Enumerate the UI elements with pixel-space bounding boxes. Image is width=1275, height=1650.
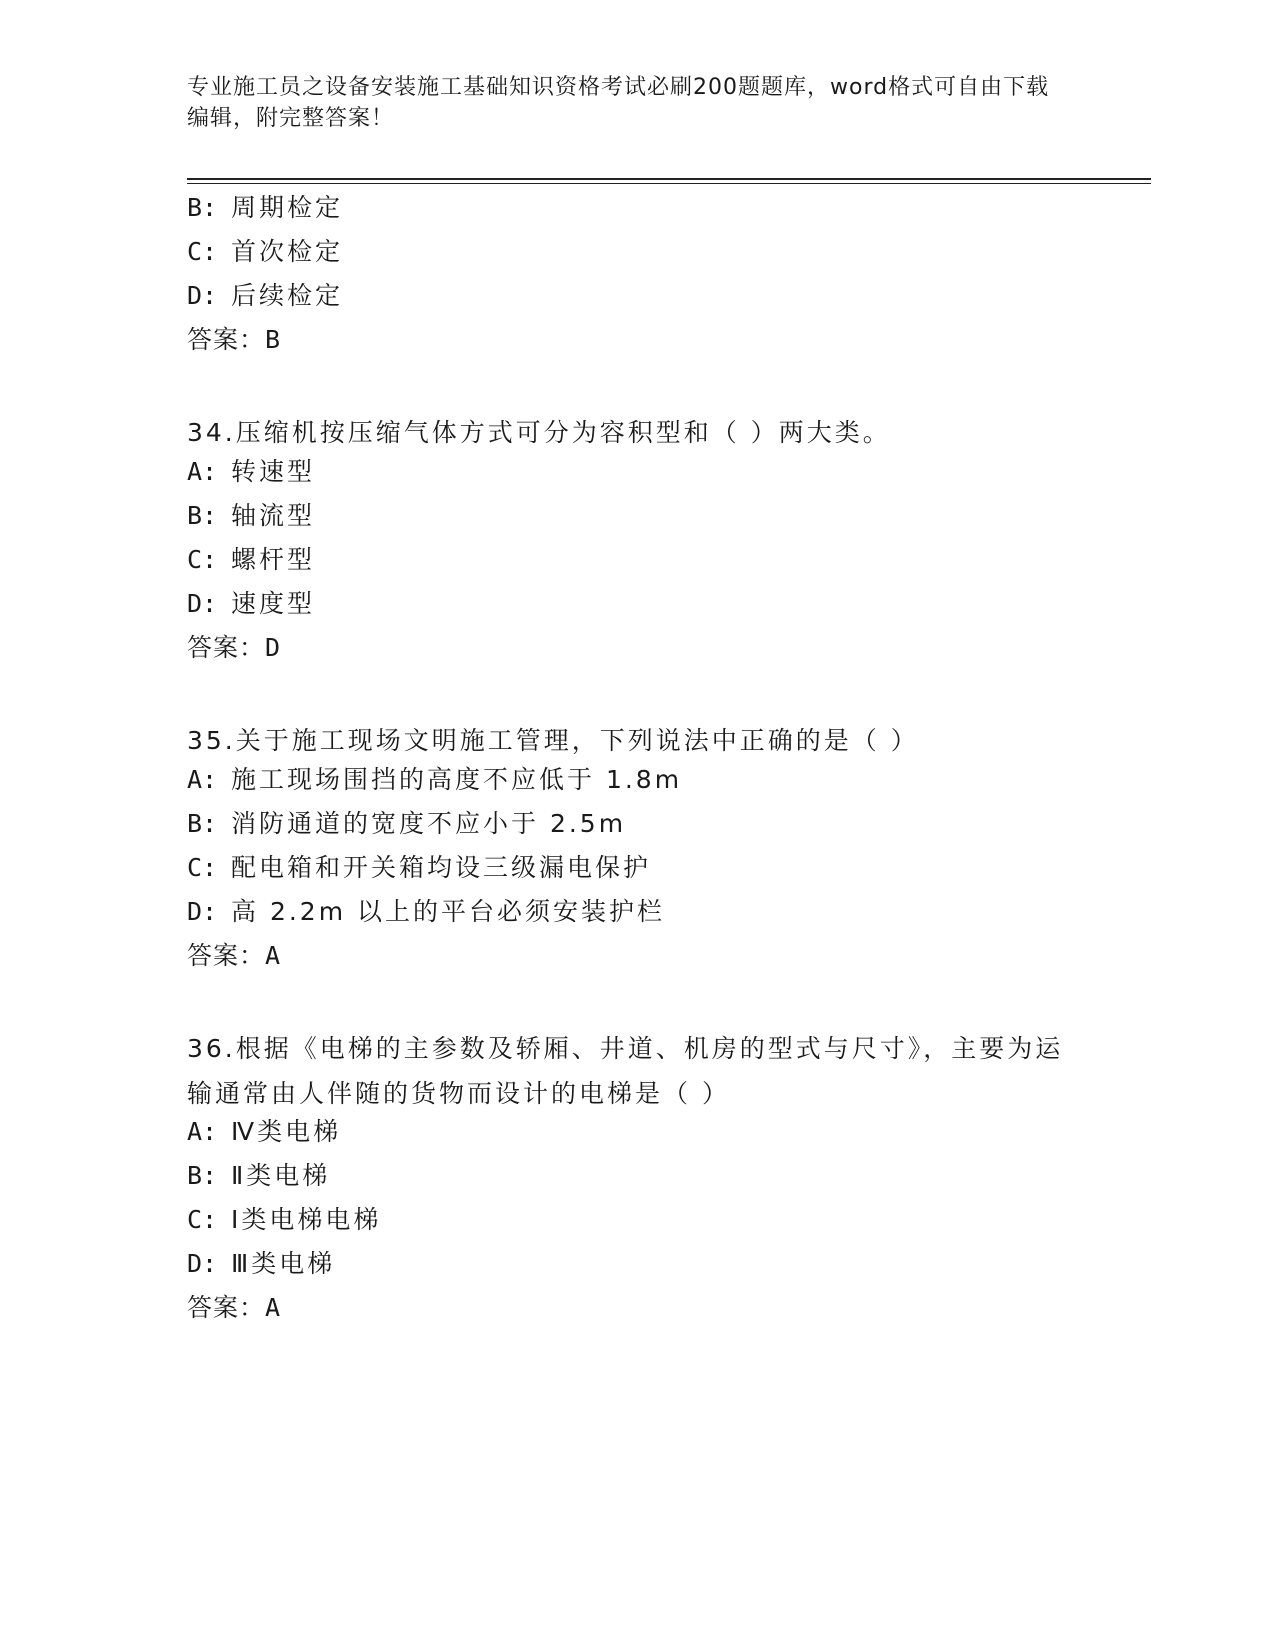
option-key: A: (187, 457, 218, 486)
option-key: B: (187, 809, 218, 838)
document-header: 专业施工员之设备安装施工基础知识资格考试必刷200题题库，word格式可自由下载编辑，附完整答案！ (187, 75, 1050, 131)
option-line (187, 235, 343, 269)
option-line (187, 279, 343, 313)
option-line (187, 1159, 330, 1193)
option-text: 轴流型 (231, 501, 316, 530)
answer-value: D (265, 633, 282, 662)
option-key: C: (187, 853, 218, 882)
option-line (187, 587, 315, 621)
answer-line (187, 939, 281, 973)
option-text: 高 2.2m 以上的平台必须安装护栏 (231, 897, 666, 926)
option-key: B: (187, 501, 218, 530)
option-key: D: (187, 281, 218, 310)
answer-label: 答案： (187, 325, 266, 354)
option-key: A: (187, 1117, 218, 1146)
question-text: 36.根据《电梯的主参数及轿厢、井道、机房的型式与尺寸》，主要为运输通常由人伴随的货物而设计的电梯是（ ） (187, 1034, 1064, 1108)
option-line (187, 499, 315, 533)
option-text: Ⅱ类电梯 (231, 1161, 331, 1190)
option-text: 速度型 (231, 589, 316, 618)
option-line (187, 1247, 335, 1281)
option-text: Ⅲ类电梯 (231, 1249, 336, 1278)
option-line (187, 543, 315, 577)
option-key: D: (187, 1249, 218, 1278)
option-text: 首次检定 (231, 237, 344, 266)
option-key: B: (187, 1161, 218, 1190)
option-text: 消防通道的宽度不应小于 2.5m (231, 809, 627, 838)
option-key: B: (187, 193, 218, 222)
answer-label: 答案： (187, 633, 266, 662)
header-rule-thick (187, 178, 1151, 180)
option-text: 配电箱和开关箱均设三级漏电保护 (231, 853, 652, 882)
option-text: 周期检定 (231, 193, 344, 222)
answer-line (187, 631, 281, 665)
option-text: 后续检定 (231, 281, 344, 310)
option-text: 转速型 (231, 457, 316, 486)
answer-line (187, 1291, 281, 1325)
option-text: Ⅰ类电梯电梯 (231, 1205, 382, 1234)
option-text: Ⅳ类电梯 (231, 1117, 342, 1146)
option-line (187, 1115, 341, 1149)
option-line (187, 1203, 381, 1237)
option-key: C: (187, 237, 218, 266)
option-key: D: (187, 897, 218, 926)
option-line (187, 191, 343, 225)
header-rule-thin (187, 183, 1151, 184)
option-line (187, 455, 315, 489)
answer-value: A (265, 941, 282, 970)
option-key: C: (187, 545, 218, 574)
option-text: 螺杆型 (231, 545, 316, 574)
answer-value: A (265, 1293, 282, 1322)
option-text: 施工现场围挡的高度不应低于 1.8m (231, 765, 683, 794)
answer-label: 答案： (187, 941, 266, 970)
answer-label: 答案： (187, 1293, 266, 1322)
answer-value: B (265, 325, 282, 354)
answer-line (187, 323, 281, 357)
option-line (187, 895, 665, 929)
question-text: 35.关于施工现场文明施工管理，下列说法中正确的是（ ） (187, 726, 919, 755)
option-line (187, 763, 682, 797)
option-line (187, 851, 651, 885)
question-text: 34.压缩机按压缩气体方式可分为容积型和（ ）两大类。 (187, 418, 891, 447)
option-line (187, 807, 626, 841)
option-key: A: (187, 765, 218, 794)
option-key: D: (187, 589, 218, 618)
option-key: C: (187, 1205, 218, 1234)
